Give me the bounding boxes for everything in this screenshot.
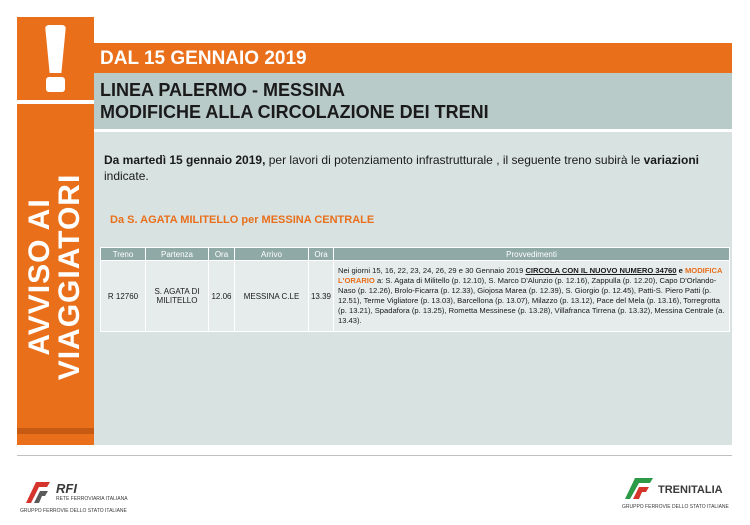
header-ora-arrivo: Ora	[309, 248, 334, 261]
intro-mid: per lavori di potenziamento infrastrutturale , il seguente treno subirà le	[265, 153, 644, 167]
notes-pre: Nei giorni 15, 16, 22, 23, 24, 26, 29 e 30 Gennaio 2019	[338, 266, 526, 275]
trenitalia-subtitle: GRUPPO FERROVIE DELLO STATO ITALIANE	[622, 504, 729, 510]
rfi-group: GRUPPO FERROVIE DELLO STATO ITALIANE	[20, 508, 127, 514]
table-header-row	[101, 248, 730, 261]
notes-modifica: MODIFICA L'ORARIO	[338, 266, 723, 285]
header-provvedimenti: Provvedimenti	[334, 248, 730, 261]
header-ora-partenza: Ora	[209, 248, 235, 261]
rfi-logo-icon	[22, 479, 52, 505]
trenitalia-logo	[622, 475, 732, 515]
cell-ora-partenza: 12.06	[209, 261, 235, 332]
rfi-logo	[22, 479, 172, 519]
side-divider	[17, 100, 94, 104]
cell-provvedimenti	[334, 261, 730, 332]
rfi-name: RFI	[56, 481, 77, 496]
vertical-title-line2: VIAGGIATORI	[53, 173, 86, 381]
date-title: DAL 15 GENNAIO 2019	[100, 48, 307, 69]
footer-divider	[17, 455, 732, 456]
intro-variazioni: variazioni	[643, 153, 699, 167]
side-column	[17, 17, 94, 445]
intro-end: indicate.	[104, 169, 149, 183]
header-partenza: Partenza	[146, 248, 209, 261]
vertical-title-line1: AVVISO AI	[23, 198, 56, 356]
intro-text	[104, 152, 724, 184]
alert-box	[17, 17, 94, 100]
cell-partenza: S. AGATA DI MILITELLO	[146, 261, 209, 332]
intro-date: Da martedì 15 gennaio 2019,	[104, 153, 266, 167]
cell-ora-arrivo: 13.39	[309, 261, 334, 332]
notes-e: e	[676, 266, 685, 275]
rfi-subtitle: RETE FERROVIARIA ITALIANA	[56, 496, 128, 502]
cell-arrivo: MESSINA C.LE	[235, 261, 309, 332]
line-title-2: MODIFICHE ALLA CIRCOLAZIONE DEI TRENI	[100, 102, 489, 122]
notes-new-number: CIRCOLA CON IL NUOVO NUMERO 34760	[525, 266, 677, 275]
trenitalia-logo-icon	[622, 475, 656, 501]
exclamation-icon	[45, 25, 66, 73]
vertical-title	[25, 174, 85, 381]
table-row	[101, 261, 730, 332]
header-treno: Treno	[101, 248, 146, 261]
line-title	[100, 79, 489, 123]
route-title: Da S. AGATA MILITELLO per MESSINA CENTRALE	[110, 214, 375, 226]
line-title-1: LINEA PALERMO - MESSINA	[100, 80, 346, 100]
header-arrivo: Arrivo	[235, 248, 309, 261]
notes-post: a: S. Agata di Militello (p. 12.10), S. Marco D'Alunzio (p. 12.16), Zappulla (p. 12.20), Capo D'Orlando-Naso (p. 12.26), Brolo-Ficarra (p. 12.33), Giojosa Marea (p. 12.39), S. Giorgio (p. 12.45), Patti-S. Piero Patti (p. 12.51), Terme Vigliatore (p. 13.03), Barcellona (p. 13.07), Milazzo (p. 13.12), Pace del Mela (p. 13.16), Torregrotta (p. 13.21), Spadafora (p. 13.25), Rometta Messinese (p. 13.28), Villafranca Tirrena (p. 13.32), Messina Centrale (a. 13.43).	[338, 276, 725, 325]
cell-treno: R 12760	[101, 261, 146, 332]
side-bottom-strip	[17, 428, 94, 434]
exclamation-dot	[46, 77, 65, 92]
trenitalia-name: TRENITALIA	[658, 484, 723, 496]
timetable	[100, 247, 730, 332]
